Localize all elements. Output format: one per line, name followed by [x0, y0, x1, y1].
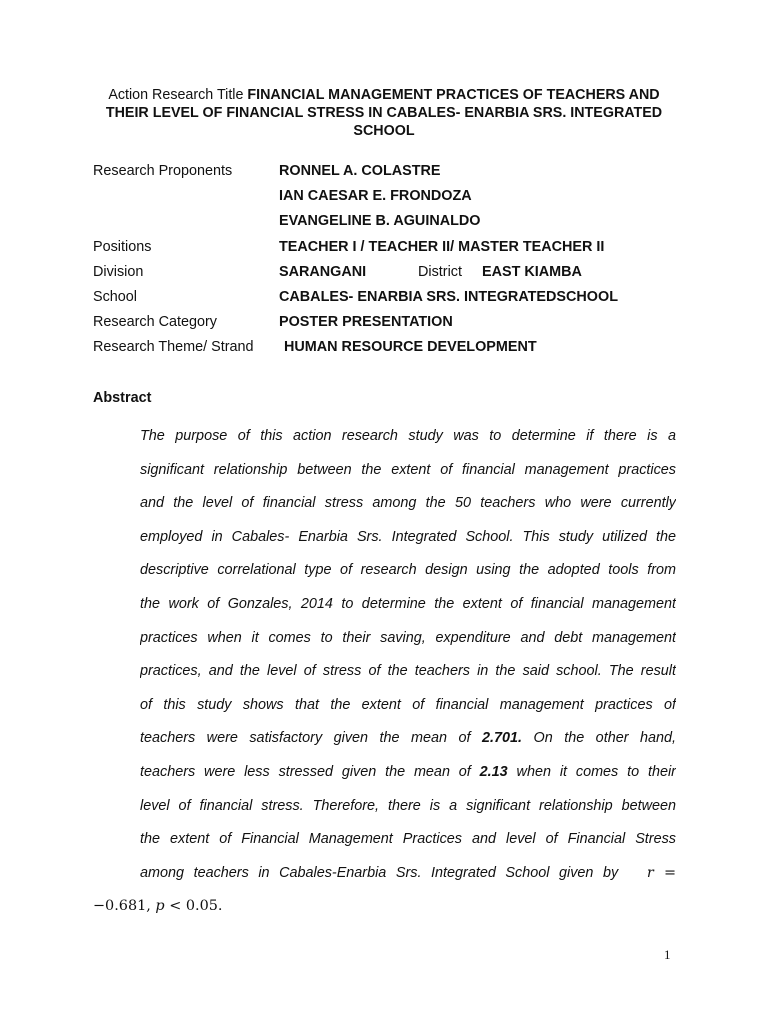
theme-value: HUMAN RESOURCE DEVELOPMENT	[284, 339, 537, 356]
p-symbol: p	[155, 898, 165, 915]
positions-value: TEACHER I / TEACHER II/ MASTER TEACHER II	[279, 238, 605, 255]
proponent-2: IAN CAESAR E. FRONDOZA	[279, 188, 472, 205]
line-text: when it comes to their	[507, 763, 676, 780]
abstract-line: descriptive correlational type of research design using the adopted tools from	[140, 562, 676, 579]
school-row	[93, 288, 693, 313]
line-text: teachers were satisfactory given the mean of	[140, 730, 482, 747]
district-value: EAST KIAMBA	[482, 263, 582, 280]
r-value: −0.681,	[93, 898, 151, 915]
proponents-row-3	[93, 212, 693, 237]
division-value: SARANGANI	[279, 263, 367, 280]
research-title	[92, 86, 676, 140]
school-label: School	[93, 288, 138, 305]
abstract-line: the work of Gonzales, 2014 to determine the extent of financial management	[140, 595, 676, 612]
abstract-body	[93, 420, 676, 924]
category-row	[93, 313, 693, 338]
line-text: On the other hand,	[522, 730, 676, 747]
proponents-row	[93, 162, 693, 187]
abstract-line-mean-fm	[140, 722, 676, 756]
mean-fm-value: 2.701.	[482, 730, 523, 747]
abstract-line: and the level of financial stress among the 50 teachers who were currently	[140, 495, 676, 512]
positions-row	[93, 238, 693, 263]
abstract-line: level of financial stress. Therefore, there is a significant relationship between	[140, 797, 676, 814]
proponent-3: EVANGELINE B. AGUINALDO	[279, 213, 481, 230]
proponents-label: Research Proponents	[93, 163, 233, 179]
abstract-line: practices, and the level of stress of the teachers in the said school. The result	[140, 663, 676, 680]
abstract-line: practices when it comes to their saving, expenditure and debt management	[140, 629, 676, 646]
abstract-line-p	[93, 890, 676, 924]
page-number: 1	[664, 947, 671, 962]
division-row	[93, 263, 693, 288]
category-value: POSTER PRESENTATION	[279, 314, 453, 331]
district-label: District	[418, 263, 462, 280]
abstract-line: the extent of Financial Management Practices and level of Financial Stress	[140, 831, 676, 848]
equals-sign: =	[663, 864, 676, 881]
abstract-line-mean-stress	[140, 756, 676, 790]
research-metadata	[93, 162, 693, 364]
title-prefix: Action Research Title	[108, 87, 248, 103]
category-label: Research Category	[93, 314, 217, 331]
line-text: teachers were less stressed given the mean of	[140, 763, 480, 780]
p-relation: < 0.05.	[169, 898, 223, 915]
abstract-line: of this study shows that the extent of financial management practices of	[140, 696, 676, 713]
proponents-row-2	[93, 187, 693, 212]
proponent-1: RONNEL A. COLASTRE	[279, 163, 441, 179]
line-text: among teachers in Cabales-Enarbia Srs. Integrated School given by	[140, 864, 619, 881]
abstract-line-r	[140, 857, 676, 891]
school-value: CABALES- ENARBIA SRS. INTEGRATEDSCHOOL	[279, 288, 618, 305]
abstract-heading: Abstract	[93, 390, 152, 406]
abstract-line: significant relationship between the extent of financial management practices	[140, 461, 676, 478]
division-label: Division	[93, 263, 144, 280]
abstract-line: The purpose of this action research study was to determine if there is a	[140, 428, 676, 444]
title-text: FINANCIAL MANAGEMENT PRACTICES OF TEACHERS AND THEIR LEVEL OF FINANCIAL STRESS IN CABALES- ENARBIA SRS. INTEGRATED SCHOOL	[105, 87, 663, 139]
abstract-line: employed in Cabales- Enarbia Srs. Integrated School. This study utilized the	[140, 528, 676, 545]
positions-label: Positions	[93, 238, 152, 255]
r-equation	[647, 865, 676, 881]
mean-stress-value: 2.13	[479, 763, 508, 780]
theme-label: Research Theme/ Strand	[93, 339, 254, 356]
theme-row	[93, 338, 693, 363]
r-symbol: r	[646, 864, 654, 881]
